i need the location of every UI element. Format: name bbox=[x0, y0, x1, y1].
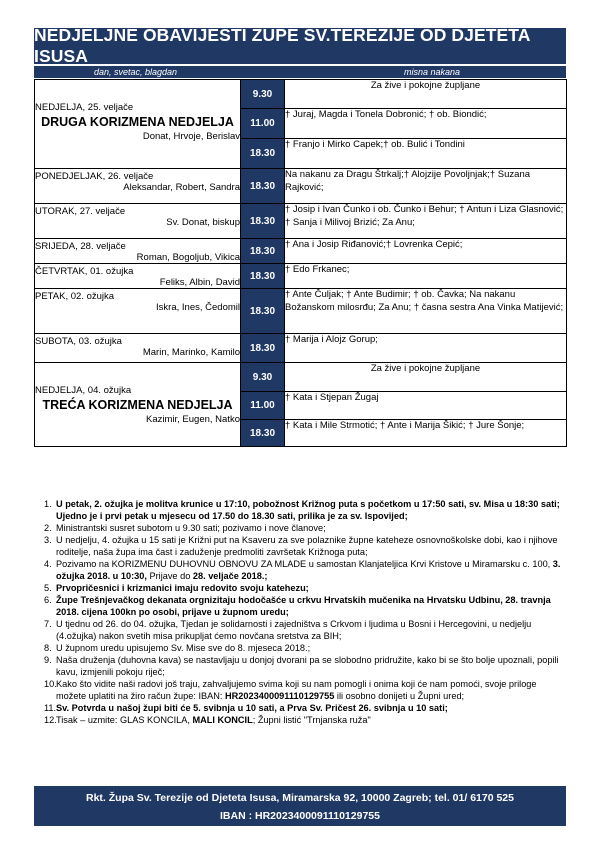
mass-time: 11.00 bbox=[241, 109, 285, 139]
day-cell bbox=[35, 264, 241, 289]
mass-time: 18.30 bbox=[241, 204, 285, 239]
notice-item bbox=[34, 498, 566, 522]
day-cell bbox=[35, 363, 241, 447]
notice-text-part: ili osobno donijeti u Župni ured; bbox=[334, 691, 465, 701]
notice-item bbox=[34, 642, 566, 654]
mass-time: 18.30 bbox=[241, 334, 285, 363]
day-name: PONEDJELJAK, 26. veljače bbox=[35, 171, 154, 182]
notice-item bbox=[34, 618, 566, 642]
day-cell bbox=[35, 80, 241, 169]
schedule-row bbox=[35, 363, 567, 392]
notice-number: 1. bbox=[44, 499, 52, 509]
feast-title: TREĆA KORIZMENA NEDJELJA bbox=[42, 398, 233, 412]
notice-number: 10. bbox=[44, 679, 57, 689]
footer-address: Rkt. Župa Sv. Terezije od Djeteta Isusa, Miramarska 92, 10000 Zagreb; tel. 01/ 6170 525 bbox=[86, 792, 514, 804]
notice-text bbox=[56, 522, 566, 534]
notice-text-part: Pozivamo na KORIZMENU DUHOVNU OBNOVU ZA MLADE u samostan Klanjateljica Krvi Kristove u Miramarsku c. 100, bbox=[56, 559, 553, 569]
schedule-row bbox=[35, 334, 567, 363]
notice-item bbox=[34, 558, 566, 582]
feast-title: DRUGA KORIZMENA NEDJELJA bbox=[41, 115, 234, 129]
notice-text-part: Prvopričesnici i krizmanici imaju redovito svoju katehezu; bbox=[56, 583, 309, 593]
day-cell bbox=[35, 239, 241, 264]
notice-item bbox=[34, 534, 566, 558]
day-cell bbox=[35, 334, 241, 363]
schedule-row bbox=[35, 239, 567, 264]
saints-of-day: Feliks, Albin, David bbox=[159, 277, 240, 288]
notice-number: 3. bbox=[44, 535, 52, 545]
day-cell bbox=[35, 204, 241, 239]
saints-of-day: Donat, Hrvoje, Berislav bbox=[142, 131, 240, 142]
notice-text-part: U župnom uredu upisujemo Sv. Mise sve do 8. mjeseca 2018.; bbox=[56, 643, 311, 653]
notice-item bbox=[34, 702, 566, 714]
notice-text bbox=[56, 534, 566, 558]
saints-of-day: Aleksandar, Robert, Sandra bbox=[123, 182, 240, 193]
day-name: PETAK, 02. ožujka bbox=[35, 291, 115, 302]
notice-text bbox=[56, 714, 566, 726]
page-title: NEDJELJNE OBAVIJESTI ŽUPE SV.TEREZIJE OD DJETETA ISUSA bbox=[34, 28, 566, 64]
mass-intention: † Franjo i Mirko Capek;† ob. Bulić i Tondini bbox=[285, 139, 567, 169]
mass-intention: † Josip i Ivan Čunko i ob. Čunko i Behur; † Antun i Liza Glasnović; † Sanja i Milivoj Brizić; Za Anu; bbox=[285, 204, 567, 239]
notice-text bbox=[56, 618, 566, 642]
day-name: NEDJELJA, 04. ožujka bbox=[35, 385, 132, 396]
notice-item bbox=[34, 678, 566, 702]
notice-text bbox=[56, 498, 566, 522]
notice-number: 8. bbox=[44, 643, 52, 653]
mass-time: 11.00 bbox=[241, 392, 285, 420]
notice-text-part: Tisak – uzmite: GLAS KONCILA, bbox=[56, 715, 193, 725]
mass-intention: Na nakanu za Dragu Štrkalj;† Alojzije Povoljnjak;† Suzana Rajković; bbox=[285, 169, 567, 204]
schedule-row bbox=[35, 264, 567, 289]
mass-intention: † Ante Čuljak; † Ante Budimir; † ob. Čavka; Na nakanu Božanskom milosrđu; Za Anu; † časna sestra Ana Vinka Matijević; bbox=[285, 289, 567, 334]
day-name: NEDJELJA, 25. veljače bbox=[35, 102, 134, 113]
notices-list bbox=[34, 498, 566, 726]
column-header bbox=[34, 66, 566, 78]
day-cell bbox=[35, 169, 241, 204]
notice-number: 4. bbox=[44, 559, 52, 569]
mass-time: 18.30 bbox=[241, 139, 285, 169]
notice-text-part: U tjednu od 26. do 04. ožujka, Tjedan je solidarnosti i zajedništva s Crkvom i ljudima u Bosni i Hercegovini, u nedjelju (4.ožujka) nakon svetih misa prikupljat ćemo novčana sretstva za BIH; bbox=[56, 619, 532, 641]
mass-time: 9.30 bbox=[241, 80, 285, 109]
notice-number: 5. bbox=[44, 583, 52, 593]
schedule-row bbox=[35, 204, 567, 239]
saints-of-day: Iskra, Ines, Čedomil bbox=[156, 302, 240, 313]
notice-text-part: 3. ožujka 2018. u 10:30, bbox=[56, 559, 561, 581]
notice-text-part: Kako što vidite naši radovi još traju, zahvaljujemo svima koji su nam pomogli i onima koji će nam pomoći, svoje priloge možete uplatiti na žiro račun župe: IBAN: bbox=[56, 679, 537, 701]
notice-text-part: U nedjelju, 4. ožujka u 15 sati je Križni put na Ksaveru za sve polaznike župne kateheze osnovnoškolske dobi, kao i njihove roditelje, naša župa ima čast i zaduženje predmoliti završetak Križnoga puta; bbox=[56, 535, 558, 557]
notice-number: 2. bbox=[44, 523, 52, 533]
notice-number: 6. bbox=[44, 595, 52, 605]
notice-text-part: U petak, 2. ožujka je molitva krunice u 17:10, pobožnost Križnog puta s početkom u 17:50 sati, sv. Misa u 18:30 sati; Ujedno je i prvi petak u mjesecu od 17.50 do 18.30 sati, prilika je za sv. Ispovijed; bbox=[56, 499, 560, 521]
mass-time: 18.30 bbox=[241, 420, 285, 447]
notice-item bbox=[34, 594, 566, 618]
notice-text-part: Župe Trešnjevačkog dekanata orgnizitaju hodočašće u crkvu Hrvatskih mučenika na Hrvatsku Udbinu, 28. travnja 2018. cijena 100kn po osobi, prijave u župnom uredu; bbox=[56, 595, 551, 617]
notice-text bbox=[56, 558, 566, 582]
notice-text-part: Ministrantski susret subotom u 9.30 sati; pozivamo i nove članove; bbox=[56, 523, 326, 533]
notice-text-part: Sv. Potvrda u našoj župi biti će 5. svibnja u 10 sati, a Prva Sv. Pričest 26. svibnja u 10 sati; bbox=[56, 703, 448, 713]
notice-text-part: Prijave do bbox=[146, 571, 193, 581]
notice-item bbox=[34, 654, 566, 678]
mass-intention: † Marija i Alojz Gorup; bbox=[285, 334, 567, 363]
schedule-row bbox=[35, 169, 567, 204]
mass-intention: † Ana i Josip Riđanović;† Lovrenka Cepić; bbox=[285, 239, 567, 264]
mass-intention: † Kata i Mile Strmotić; † Ante i Marija Šikić; † Jure Šonje; bbox=[285, 420, 567, 447]
notice-text-part: HR2023400091110129755 bbox=[225, 691, 335, 701]
day-name: ČETVRTAK, 01. ožujka bbox=[35, 266, 134, 277]
notice-text-part: MALI KONCIL bbox=[192, 715, 253, 725]
notice-item bbox=[34, 582, 566, 594]
mass-time: 18.30 bbox=[241, 264, 285, 289]
column-intention-label: misna nakana bbox=[404, 67, 461, 77]
saints-of-day: Sv. Donat, biskup bbox=[166, 217, 240, 228]
saints-of-day: Marin, Marinko, Kamilo bbox=[142, 347, 240, 358]
notice-text bbox=[56, 702, 566, 714]
saints-of-day: Kazimir, Eugen, Natko bbox=[146, 414, 240, 425]
notice-item bbox=[34, 522, 566, 534]
day-name: UTORAK, 27. veljače bbox=[35, 206, 126, 217]
mass-intention: Za žive i pokojne župljane bbox=[285, 80, 567, 109]
mass-intention: † Edo Frkanec; bbox=[285, 264, 567, 289]
notice-item bbox=[34, 714, 566, 726]
mass-intention: Za žive i pokojne župljane bbox=[285, 363, 567, 392]
notice-number: 12. bbox=[44, 715, 57, 725]
mass-time: 18.30 bbox=[241, 169, 285, 204]
schedule-row bbox=[35, 289, 567, 334]
mass-time: 18.30 bbox=[241, 239, 285, 264]
notice-text-part: 28. veljače 2018.; bbox=[192, 571, 268, 581]
day-name: SRIJEDA, 28. veljače bbox=[35, 241, 126, 252]
notice-text bbox=[56, 654, 566, 678]
mass-intention: † Kata i Stjepan Žugaj bbox=[285, 392, 567, 420]
mass-time: 18.30 bbox=[241, 289, 285, 334]
day-cell bbox=[35, 289, 241, 334]
notice-text-part: ; Župni listić "Trnjanska ruža" bbox=[252, 715, 371, 725]
notice-number: 9. bbox=[44, 655, 52, 665]
notice-text bbox=[56, 582, 566, 594]
mass-intention: † Juraj, Magda i Tonela Dobronić; † ob. Biondić; bbox=[285, 109, 567, 139]
notice-text bbox=[56, 678, 566, 702]
day-name: SUBOTA, 03. ožujka bbox=[35, 336, 122, 347]
mass-schedule-table bbox=[34, 79, 567, 447]
footer bbox=[34, 786, 566, 826]
column-day-label: dan, svetac, blagdan bbox=[94, 67, 178, 77]
notice-text bbox=[56, 642, 566, 654]
notice-number: 7. bbox=[44, 619, 52, 629]
saints-of-day: Roman, Bogoljub, Vikica bbox=[136, 252, 240, 263]
mass-time: 9.30 bbox=[241, 363, 285, 392]
notice-text-part: Naša druženja (duhovna kava) se nastavljaju u donjoj dvorani pa se slobodno pridružite, kako bi se što bolje upoznali, popili kavu, izmjenili pokoju riječ; bbox=[56, 655, 559, 677]
notice-number: 11. bbox=[44, 703, 57, 713]
notice-text bbox=[56, 594, 566, 618]
schedule-row bbox=[35, 80, 567, 109]
footer-iban: IBAN : HR2023400091110129755 bbox=[220, 810, 380, 822]
